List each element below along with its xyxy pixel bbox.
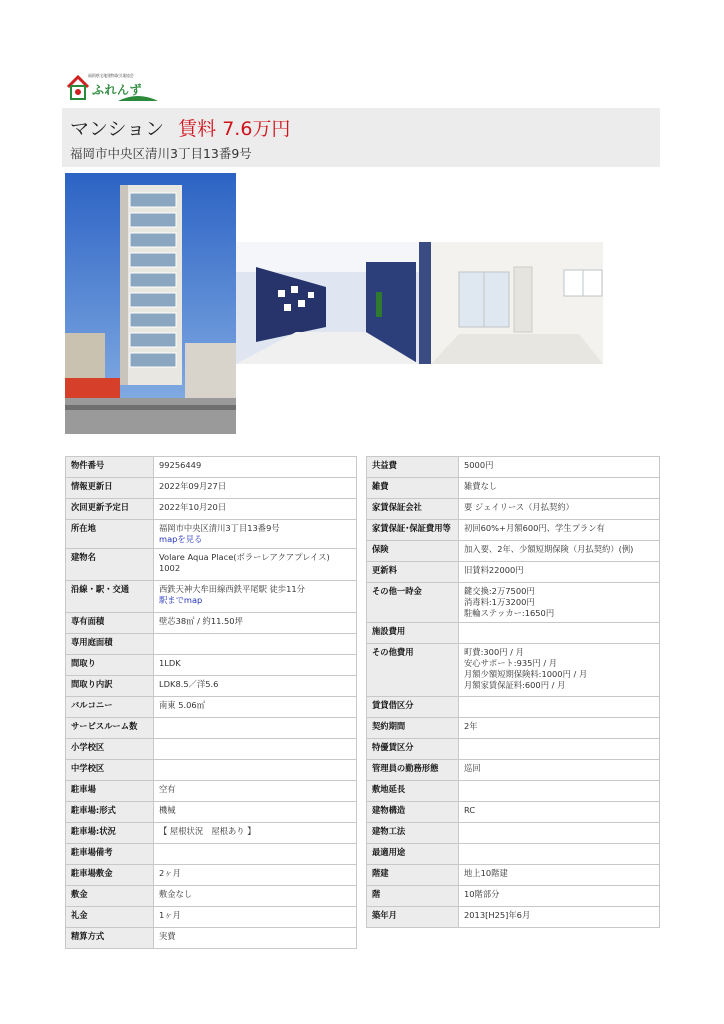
- spec-label: 小学校区: [66, 739, 154, 760]
- spec-label: 間取り内訳: [66, 676, 154, 697]
- spec-row: [367, 541, 660, 562]
- spec-value: [459, 583, 660, 623]
- spec-label: 家賃保証会社: [367, 499, 459, 520]
- spec-row: [66, 634, 357, 655]
- spec-value: [154, 613, 357, 634]
- spec-value-text: 加入要、2年、少額短期保険（月払契約）(例): [464, 544, 634, 554]
- spec-label: 駐車場:状況: [66, 823, 154, 844]
- spec-row: [66, 676, 357, 697]
- spec-value-text: 巡回: [464, 763, 481, 773]
- spec-label: 契約期間: [367, 718, 459, 739]
- spec-label: 階建: [367, 865, 459, 886]
- spec-row: [66, 613, 357, 634]
- spec-label: 精算方式: [66, 928, 154, 949]
- spec-value-text: 西鉄天神大牟田線西鉄平尾駅 徒歩11分 駅までmap: [159, 584, 351, 606]
- spec-value: [459, 697, 660, 718]
- spec-label: 礼金: [66, 907, 154, 928]
- spec-label: その他一時金: [367, 583, 459, 623]
- right-spec-table: [366, 456, 660, 928]
- spec-value-text: 【 屋根状況 屋根あり 】: [159, 826, 256, 836]
- spec-row: [66, 478, 357, 499]
- spec-label: 所在地: [66, 520, 154, 549]
- entrance-hall-photo[interactable]: [236, 242, 419, 364]
- spec-value-text: 99256449: [159, 460, 202, 470]
- spec-value-text: 実費: [159, 931, 176, 941]
- spec-label: 建物構造: [367, 802, 459, 823]
- spec-value: [154, 655, 357, 676]
- spec-value-text: 要 ジェイリース（月払契約）: [464, 502, 574, 512]
- spec-value-text: 福岡市中央区清川3丁目13番9号 mapを見る: [159, 523, 351, 545]
- spec-value-text: 敷金なし: [159, 889, 193, 899]
- map-link[interactable]: 駅までmap: [159, 595, 203, 605]
- spec-label: サービスルーム数: [66, 718, 154, 739]
- spec-value-text: 南東 5.06㎡: [159, 700, 206, 710]
- spec-label: 管理員の勤務形態: [367, 760, 459, 781]
- map-link[interactable]: mapを見る: [159, 534, 203, 544]
- spec-value: [154, 581, 357, 613]
- spec-row: [367, 760, 660, 781]
- spec-label: 駐車場:形式: [66, 802, 154, 823]
- spec-value-text: 壁芯38㎡ / 約11.50坪: [159, 616, 243, 626]
- spec-label: 建物工法: [367, 823, 459, 844]
- spec-label: 最適用途: [367, 844, 459, 865]
- logo-brand-text: ふれんず: [92, 83, 143, 97]
- spec-label: 情報更新日: [66, 478, 154, 499]
- spec-value: [459, 623, 660, 644]
- spec-row: [367, 583, 660, 623]
- spec-row: [66, 760, 357, 781]
- building-exterior-photo[interactable]: [65, 173, 236, 434]
- spec-value-text: LDK8.5／洋5.6: [159, 679, 219, 689]
- spec-value: [459, 457, 660, 478]
- spec-row: [66, 886, 357, 907]
- spec-value-text: 2022年09月27日: [159, 481, 227, 491]
- spec-row: [66, 907, 357, 928]
- spec-value: [154, 549, 357, 581]
- spec-value-text: Volare Aqua Place(ボラーレアクアプレイス) 1002: [159, 552, 330, 573]
- spec-value: [459, 865, 660, 886]
- spec-value: [154, 457, 357, 478]
- spec-row: [66, 457, 357, 478]
- spec-label: 雑費: [367, 478, 459, 499]
- spec-row: [367, 865, 660, 886]
- spec-value: [459, 886, 660, 907]
- logo: [66, 72, 158, 102]
- spec-value: [154, 907, 357, 928]
- spec-value: [154, 844, 357, 865]
- spec-value: [459, 520, 660, 541]
- spec-value: [154, 823, 357, 844]
- spec-label: 家賃保証･保証費用等: [367, 520, 459, 541]
- spec-label: 建物名: [66, 549, 154, 581]
- hill-decoration-icon: [118, 91, 158, 101]
- spec-row: [367, 697, 660, 718]
- spec-row: [66, 581, 357, 613]
- spec-value-text: 初回60%+月額600円、学生プラン有: [464, 523, 605, 533]
- spec-row: [367, 623, 660, 644]
- spec-value-text: 町費:300円 / 月 安心サポート:935円 / 月 月額少額短期保険料:1000円 / 月 月額家賃保証料:600円 / 月: [464, 647, 588, 690]
- spec-value-text: 雑費なし: [464, 481, 498, 491]
- spec-value: [154, 928, 357, 949]
- spec-value: [154, 739, 357, 760]
- rent-price: 賃料 7.6万円: [178, 118, 291, 140]
- spec-label: 次回更新予定日: [66, 499, 154, 520]
- spec-label: 保険: [367, 541, 459, 562]
- spec-value-text: 2013[H25]年6月: [464, 910, 531, 920]
- spec-value: [459, 907, 660, 928]
- spec-row: [66, 655, 357, 676]
- spec-value: [459, 739, 660, 760]
- property-header: [62, 108, 660, 167]
- spec-label: 駐車場敷金: [66, 865, 154, 886]
- spec-value-text: 1ヶ月: [159, 910, 181, 920]
- spec-value: [459, 781, 660, 802]
- spec-value: [459, 478, 660, 499]
- spec-row: [66, 697, 357, 718]
- spec-label: 敷地延長: [367, 781, 459, 802]
- spec-value: [154, 697, 357, 718]
- spec-label: 敷金: [66, 886, 154, 907]
- property-type: マンション: [70, 118, 165, 140]
- spec-value-text: RC: [464, 805, 476, 815]
- spec-value: [459, 718, 660, 739]
- spec-row: [66, 865, 357, 886]
- spec-value: [154, 634, 357, 655]
- spec-label: バルコニー: [66, 697, 154, 718]
- spec-label: 階: [367, 886, 459, 907]
- spec-value: [459, 802, 660, 823]
- spec-label: 専用庭面積: [66, 634, 154, 655]
- spec-row: [66, 928, 357, 949]
- house-logo-icon: [66, 75, 90, 101]
- spec-value-text: 旧賃料22000円: [464, 565, 524, 575]
- spec-row: [367, 781, 660, 802]
- spec-row: [66, 520, 357, 549]
- spec-value: [154, 886, 357, 907]
- left-spec-table: [65, 456, 357, 949]
- spec-label: 中学校区: [66, 760, 154, 781]
- spec-value: [154, 520, 357, 549]
- spec-label: 賃貸借区分: [367, 697, 459, 718]
- spec-row: [66, 739, 357, 760]
- spec-row: [367, 823, 660, 844]
- spec-value: [154, 718, 357, 739]
- spec-value-text: 2年: [464, 721, 478, 731]
- spec-label: 沿線・駅・交通: [66, 581, 154, 613]
- spec-value: [459, 844, 660, 865]
- spec-value: [459, 499, 660, 520]
- spec-row: [66, 718, 357, 739]
- spec-label: その他費用: [367, 644, 459, 697]
- spec-label: 間取り: [66, 655, 154, 676]
- spec-value: [154, 676, 357, 697]
- spec-label: 共益費: [367, 457, 459, 478]
- spec-value: [459, 644, 660, 697]
- spec-value: [459, 562, 660, 583]
- spec-value-text: 10階部分: [464, 889, 500, 899]
- spec-value-text: 鍵交換:2万7500円 消毒料:1万3200円 駐輪ステッカー:1650円: [464, 586, 555, 618]
- spec-value: [154, 760, 357, 781]
- spec-label: 特優賃区分: [367, 739, 459, 760]
- spec-value-text: 1LDK: [159, 658, 181, 668]
- spec-value-text: 地上10階建: [464, 868, 508, 878]
- spec-row: [367, 739, 660, 760]
- spec-label: 駐車場備考: [66, 844, 154, 865]
- spec-value: [154, 499, 357, 520]
- spec-label: 駐車場: [66, 781, 154, 802]
- spec-row: [367, 520, 660, 541]
- spec-row: [367, 907, 660, 928]
- spec-label: 専有面積: [66, 613, 154, 634]
- spec-row: [66, 802, 357, 823]
- spec-row: [66, 844, 357, 865]
- spec-value-text: 2022年10月20日: [159, 502, 227, 512]
- spec-row: [66, 549, 357, 581]
- spec-row: [367, 718, 660, 739]
- living-room-photo[interactable]: [419, 242, 603, 364]
- spec-value: [154, 781, 357, 802]
- spec-row: [367, 844, 660, 865]
- spec-row: [367, 499, 660, 520]
- spec-row: [367, 886, 660, 907]
- spec-row: [367, 644, 660, 697]
- spec-label: 更新料: [367, 562, 459, 583]
- property-address: 福岡市中央区清川3丁目13番9号: [70, 146, 252, 161]
- spec-label: 物件番号: [66, 457, 154, 478]
- spec-row: [367, 478, 660, 499]
- spec-value: [459, 541, 660, 562]
- spec-value-text: 機械: [159, 805, 176, 815]
- spec-value: [459, 760, 660, 781]
- spec-row: [367, 802, 660, 823]
- spec-row: [66, 781, 357, 802]
- spec-label: 築年月: [367, 907, 459, 928]
- spec-value: [459, 823, 660, 844]
- spec-value: [154, 478, 357, 499]
- spec-value-text: 5000円: [464, 460, 494, 470]
- spec-row: [66, 823, 357, 844]
- spec-label: 施設費用: [367, 623, 459, 644]
- logo-top-text: 福岡県宅地建物取引業協会: [88, 73, 134, 78]
- spec-value: [154, 802, 357, 823]
- spec-row: [367, 457, 660, 478]
- spec-row: [66, 499, 357, 520]
- page-title: [70, 114, 290, 141]
- spec-row: [367, 562, 660, 583]
- spec-value-text: 2ヶ月: [159, 868, 181, 878]
- spec-value-text: 空有: [159, 784, 176, 794]
- spec-value: [154, 865, 357, 886]
